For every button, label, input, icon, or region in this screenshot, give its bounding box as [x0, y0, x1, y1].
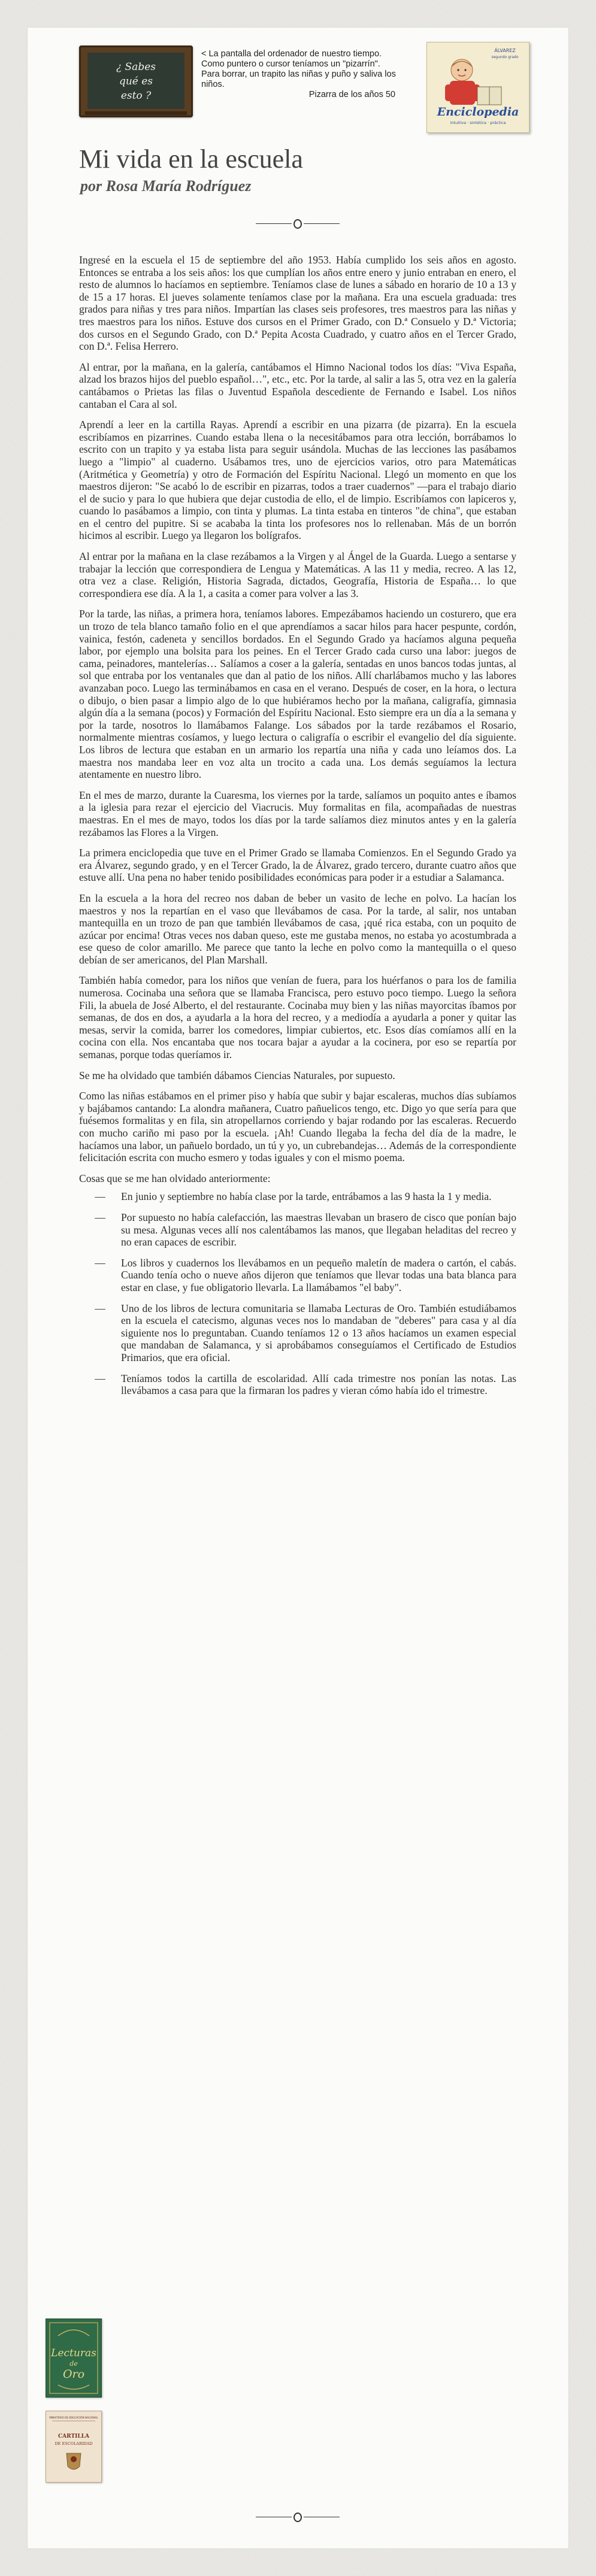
chalkboard-line-2: qué es [119, 75, 153, 87]
list-item [79, 1302, 516, 1364]
lecturas-title-2: de [69, 2360, 78, 2368]
author-byline: por Rosa María Rodríguez [80, 177, 252, 195]
cartilla-title-1: CARTILLA [58, 2433, 90, 2439]
cartilla-cover-illustration [46, 2411, 101, 2482]
list-item [79, 1372, 516, 1397]
list-item [79, 1257, 516, 1294]
paragraph-6: En el mes de marzo, durante la Cuaresma, los viernes por la tarde, salíamos un poquito antes e íbamos a la iglesia para rezar el ejercicio del Viacrucis. Muy formalitas en fila, acompañadas de nuestras maestras. En el mes de mayo, todos los días por la tarde salíamos diez minutos antes y en la galería rezábamos las Flores a la Virgen. [79, 789, 516, 838]
chalkboard-caption [201, 49, 399, 100]
paragraph-3: Aprendí a leer en la cartilla Rayas. Aprendí a escribir en una pizarra (de pizarra). En la escuela escribíamos en pizarrines. Cuando estaba llena o la necesitábamos para otra lección, borrábamos lo escrito con un trapito y ya estaba lista para seguir usándola. Muchas de las lecciones las pasábamos luego a "limpio" al cuaderno. Usábamos tres, uno de ejercicios varios, otro para Matemáticas (Aritmética y Geometría) y otro de Formación del Espíritu Nacional. Llegó un momento en que los maestros dijeron: "Se acabó lo de escribir en pizarras, todos a traer cuadernos" —para el trabajo diario el de sucio y para lo que hubiera que dejar custodia de ello, el de limpio. Escribíamos con lapiceros y, cuando lo pasábamos a limpio, con tinta y plumas. La tinta estaba en tinteros "de china", que estaban en el centro del pupitre. Si se acababa la tinta los profesores nos lo rellenaban. Más de un borrón hicimos al escribir. Luego ya llegaron los bolígrafos. [79, 419, 516, 542]
chalkboard-image [79, 46, 193, 117]
list-item [79, 1211, 516, 1248]
lecturas-de-oro-cover-image [46, 2319, 102, 2398]
chalkboard-line-3: esto ? [120, 90, 152, 102]
list-item-text: Por supuesto no había calefacción, las maestras llevaban un brasero de cisco que ponían bajo su mesa. Algunas veces allí nos calentábamos las manos, que llegaban heladitas del recreo y no eran capaces de escribir. [121, 1211, 516, 1248]
encyclopedia-illustration [427, 43, 529, 132]
cover-subtitle: intuitiva · sintética · práctica [450, 120, 506, 125]
paragraph-5: Por la tarde, las niñas, a primera hora, teníamos labores. Empezábamos haciendo un costurero, que era un trozo de tela blanco tamaño folio en el que aprendíamos a sacar hilos para hacer pespunte, cordón, vainica, festón, cadeneta y sencillos bordados. En el Segundo Grado ya hacíamos alguna pequeña labor, por ejemplo una bolsita para los peines. En el Tercer Grado cada curso una labor: juegos de cama, peinadores, mantelerías… Salíamos a coser a la galería, sentadas en unos bancos todas juntas, al sol que entraba por los ventanales que dan al patio de los niños. Allí charlábamos mucho y las labores avanzaban poco. Luego las terminábamos en casa en el verano. Después de coser, en la hora, o lectura o dibujo, o bien pasar a limpio algo de lo que hubiéramos hecho por la mañana, caligrafía, gimnasia algún día a la semana (pocos) y Formación del Espíritu Nacional. Esto siempre era un día a la semana y por la tarde, nosotros lo llamábamos Falange. Los sábados por la tarde rezábamos el Rosario, normalmente mientras cosíamos, y luego lectura o caligrafía o escribir el evangelio del día siguiente. Los libros de lectura que estaban en un armario los repartía una niña y cada uno leíamos dos. La maestra nos mandaba leer en voz alta un trocito a cada una. Los demás seguíamos la lectura atentamente en nuestro libro. [79, 608, 516, 781]
list-item-text: Teníamos todos la cartilla de escolaridad. Allí cada trimestre nos ponían las notas. Las llevábamos a casa para que la firmaran los padres y vieran cómo había ido el trimestre. [121, 1372, 516, 1397]
list-dash: — [95, 1190, 105, 1203]
lecturas-cover-illustration [46, 2319, 101, 2397]
caption-text: < La pantalla del ordenador de nuestro tiempo. Como puntero o cursor teníamos un "pizarrín". Para borrar, un trapito las niñas y puño y saliva los niños. [201, 49, 396, 89]
list-item-text: Uno de los libros de lectura comunitaria se llamaba Lecturas de Oro. También estudiábamos en la escuela el catecismo, algunas veces nos lo mandaban de "deberes" para casa y al día siguiente nos lo preguntaban. Cuando teníamos 12 o 13 años hacíamos un examen especial que mandaban de Salamanca, y si aprobábamos conseguíamos el Certificado de Estudios Primarios, que era oficial. [121, 1302, 516, 1363]
cover-grade: segundo grado [491, 55, 519, 59]
divider-ornament-top [250, 218, 346, 230]
paragraph-9: También había comedor, para los niños que venían de fuera, para los huérfanos o para los de familia numerosa. Cocinaba una señora que se llamaba Francisca, pero estuvo poco tiempo. Luego la señora Fili, la abuela de José Alberto, el del restaurante. Cocinaba muy bien y las niñas mayorcitas íbamos por semanas, de dos en dos, a ayudarla a la hora del recreo, y a mediodía a ayudarla a poner y quitar las mesas, servir la comida, barrer los comedores, limpiar cubiertos, etc. Esos días comíamos allí en la cocina con ella. Nos encantaba que nos tocara bajar a ayudar a la cocinera, por eso se repartía por semanas, porque todas queríamos ir. [79, 974, 516, 1061]
forgotten-items-list [79, 1190, 516, 1396]
cartilla-header: MINISTERIO DE EDUCACIÓN NACIONAL [49, 2416, 98, 2419]
list-item [79, 1190, 516, 1203]
divider-ornament-bottom [250, 2511, 346, 2523]
paragraph-10: Se me ha olvidado que también dábamos Ciencias Naturales, por supuesto. [79, 1069, 395, 1081]
paragraph-11: Como las niñas estábamos en el primer piso y había que subir y bajar escaleras, muchos días subíamos y bajábamos cantando: La alondra mañanera, Cuatro pañuelicos tengo, etc. Digo yo que sería para que fuésemos formalitas y en fila, sin atropellarnos corriendo y bajar rodando por las escaleras. Recuerdo con mucho cariño mi paso por la escuela. ¡Ah! Cuando llegaba la fecha del día de la madre, le hacíamos una labor, un pañuelo bordado, un tú y yo, un cubrebandejas… Además de la correspondiente felicitación escrita con mucho esmero y todas iguales y con el mismo poema. [79, 1090, 516, 1164]
article-body [79, 254, 516, 1405]
chalkboard-writing [97, 57, 175, 105]
paragraph-8: En la escuela a la hora del recreo nos daban de beber un vasito de leche en polvo. La hacían los maestros y nos la repartían en el vaso que llevábamos de casa. Por la tarde, al salir, nos untaban mantequilla en un trozo de pan que también llevábamos de casa, ¡qué rica estaba, con un poquito de azúcar por encima! Otras veces nos daban queso, este me gustaba menos, no estaba yo acostumbrada a ese queso de color amarillo. Me parece que tanto la leche en polvo como la mantequilla o el queso debían de ser americanos, del Plan Marshall. [79, 892, 516, 966]
list-item-text: En junio y septiembre no había clase por la tarde, entrábamos a las 9 hasta la 1 y media. [121, 1190, 492, 1203]
page [28, 28, 568, 2548]
chalkboard-tray [85, 111, 187, 115]
list-dash: — [95, 1256, 105, 1269]
encyclopedia-cover-image [426, 42, 530, 133]
paragraph-1: Ingresé en la escuela el 15 de septiembre del año 1953. Había cumplido los seis años en agosto. Entonces se entraba a los seis años: los que cumplían los años entre enero y junio entraban en enero, el resto de alumnos lo hacíamos en septiembre. Teníamos clase de lunes a sábado en horario de 10 a 13 y de 15 a 17 horas. El jueves solamente teníamos clase por la mañana. Era una escuela graduada: tres grados para niñas y tres para niños. Impartían las clases seis profesores, tres maestros para las niñas y tres maestros para los niños. Estuve dos cursos en el Primer Grado, con D.ª Consuelo y D.ª Victoria; dos cursos en el Segundo Grado, con D.ª Pepita Acosta Cuadrado, y cuatro años en el Tercer Grado, con D.ª. Felisa Herrero. [79, 254, 516, 353]
list-dash: — [95, 1302, 105, 1314]
list-intro: Cosas que se me han olvidado anteriormente: [79, 1172, 271, 1184]
list-dash: — [95, 1211, 105, 1223]
paragraph-2: Al entrar, por la mañana, en la galería, cantábamos el Himno Nacional todos los días: "Viva España, alzad los brazos hijos del pueblo español…", etc., etc. Por la tarde, al salir a las 5, otra vez en la galería cantábamos o Prietas las filas o Juventud Española descediente de Fernando e Isabel. Los niños cantaban el Cara al sol. [79, 360, 516, 410]
cartilla-escolaridad-cover-image [46, 2411, 102, 2483]
list-dash: — [95, 1372, 105, 1384]
lecturas-title-1: Lecturas [51, 2347, 96, 2359]
chalkboard-surface [87, 53, 184, 109]
caption-signature: Pizarra de los años 50 [308, 90, 395, 99]
paragraph-4: Al entrar por la mañana en la clase rezábamos a la Virgen y al Ángel de la Guarda. Luego a sentarse y trabajar la lección que correspondiera de Lengua y Matemáticas. A las 11 y media, recreo. A las 12, otra vez a clase. Religión, Historia Sagrada, dictados, Geografía, Historia de España… lo que correspondiera ese día. A la 1, a casita a comer para volver a las 3. [79, 550, 516, 599]
cartilla-title-2: DE ESCOLARIDAD [55, 2441, 93, 2446]
cover-title: Enciclopedia [437, 105, 519, 119]
paragraph-7: La primera enciclopedia que tuve en el Primer Grado se llamaba Comienzos. En el Segundo Grado ya era Álvarez, segundo grado, y en el Tercer Grado, la de Álvarez, grado tercero, durante cuatro años que estuve allí. Una pena no haber tenido posibilidades económicas para poder ir a estudiar a Salamanca. [79, 847, 516, 884]
chalkboard-line-1: ¿ Sabes [116, 61, 156, 73]
page-title: Mi vida en la escuela [79, 144, 303, 174]
lecturas-title-3: Oro [62, 2368, 85, 2381]
cover-publisher: ÁLVAREZ [494, 48, 516, 53]
list-item-text: Los libros y cuadernos los llevábamos en un pequeño maletín de madera o cartón, el cabás. Cuando tenía ocho o nueve años dijeron que teníamos que llevar todas una bata blanca para estar en clase, y fue obligatorio llevarla. La llamábamos "el baby". [121, 1256, 516, 1293]
